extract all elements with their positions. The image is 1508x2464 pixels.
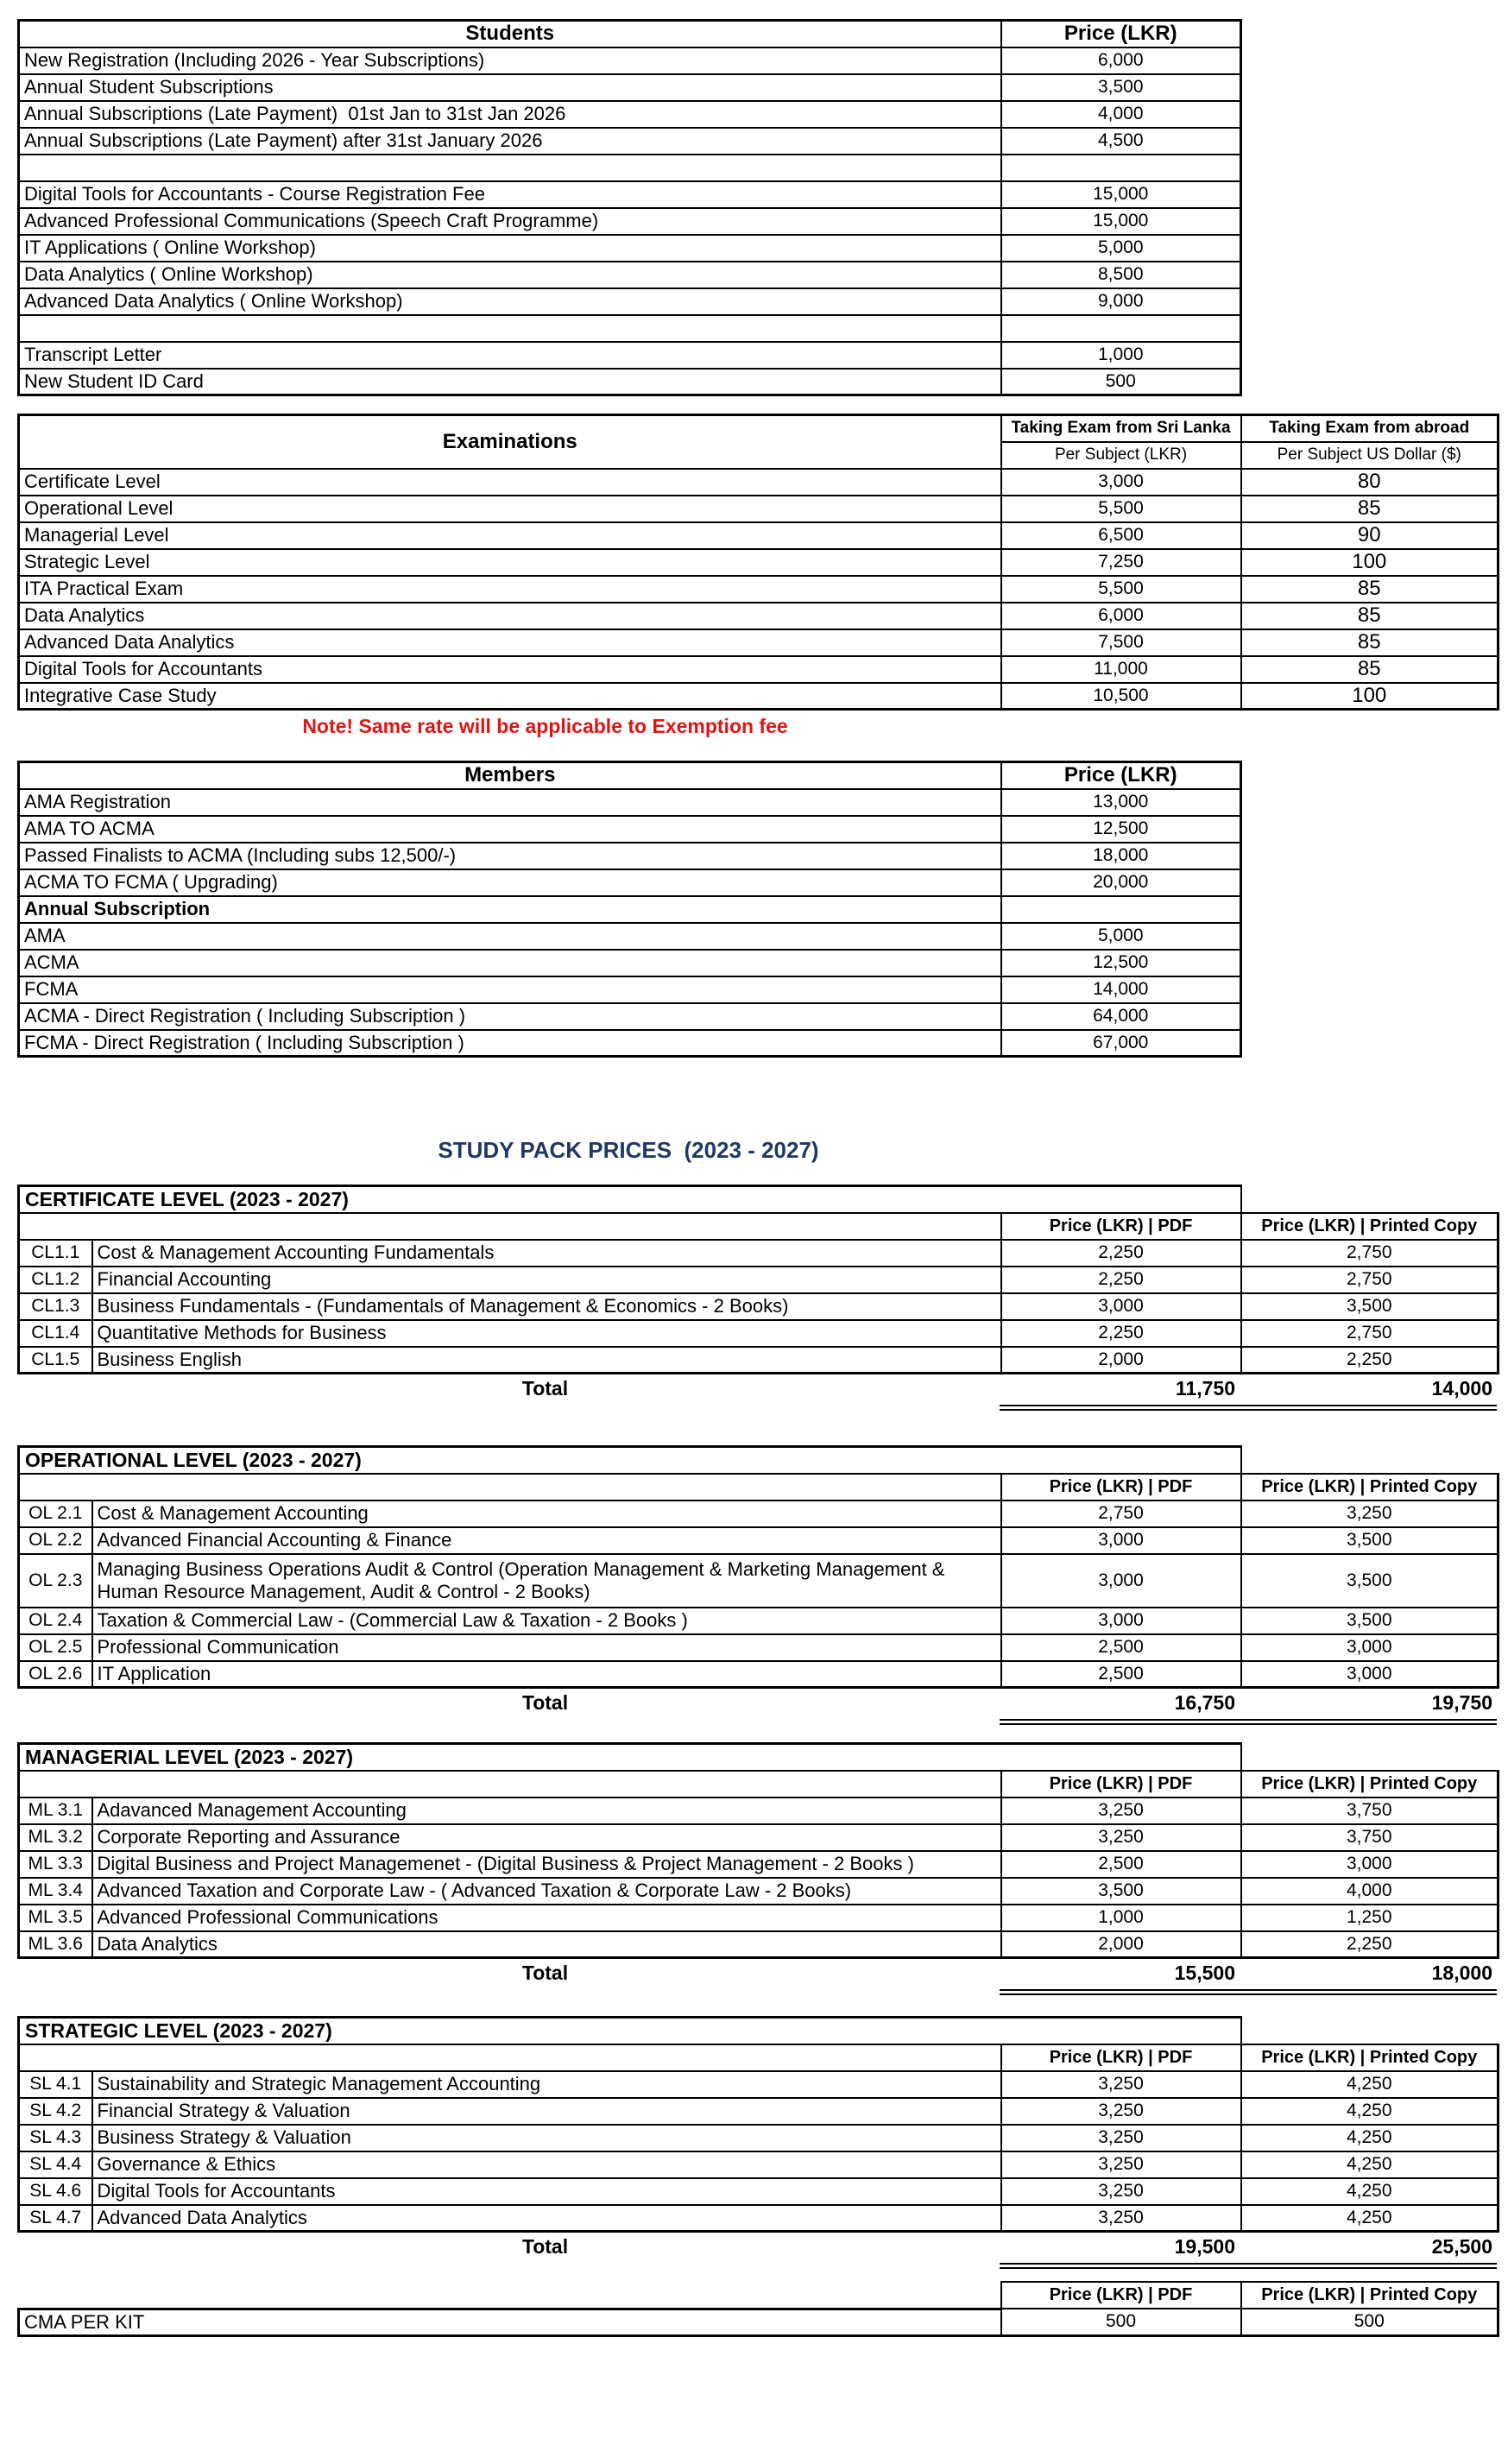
subject-label-cell: Advanced Taxation and Corporate Law - ( Advanced Taxation & Corporate Law - 2 Books) (92, 1878, 1001, 1905)
item-label-cell: Annual Student Subscriptions (19, 74, 1001, 101)
table-row (19, 816, 1241, 843)
total-printed-value: 14,000 (1431, 1377, 1492, 1399)
pdf-price-cell: 3,000 (1001, 1293, 1241, 1320)
subject-label-cell: Quantitative Methods for Business (92, 1320, 1001, 1347)
printed-price-cell: 3,500 (1241, 1608, 1499, 1634)
table-row (19, 496, 1499, 522)
table-row (19, 469, 1499, 496)
price-columns-header-row (19, 1213, 1499, 1240)
spacer-cell (1241, 1744, 1499, 1771)
printed-price-cell: 4,250 (1241, 2125, 1499, 2151)
lkr-price-cell: 6,500 (1001, 522, 1241, 549)
spacer-cell (1241, 1447, 1499, 1474)
blank-header-cell (19, 2044, 1001, 2071)
printed-price-header: Price (LKR) | Printed Copy (1241, 2282, 1499, 2309)
member-label-cell: FCMA (19, 976, 1001, 1003)
strategic-level-title: STRATEGIC LEVEL (2023 - 2027) (19, 2018, 1241, 2044)
usd-price-cell: 85 (1241, 576, 1499, 603)
usd-price-cell: 100 (1241, 549, 1499, 576)
subject-code-cell: ML 3.1 (19, 1797, 92, 1824)
subject-code-cell: CL1.3 (19, 1293, 92, 1320)
table-row (19, 976, 1241, 1003)
exam-label-cell: Data Analytics (19, 603, 1001, 629)
subject-code-cell: ML 3.5 (19, 1905, 92, 1931)
pdf-price-cell: 3,250 (1001, 1797, 1241, 1824)
price-cell: 18,000 (1001, 843, 1241, 869)
pdf-price-cell: 3,250 (1001, 2205, 1241, 2232)
member-label-cell: ACMA (19, 950, 1001, 976)
students-header-row (19, 21, 1241, 47)
members-price-header: Price (LKR) (1001, 762, 1241, 789)
price-cell: 13,000 (1001, 789, 1241, 816)
table-row (19, 603, 1499, 629)
subject-label-cell: Business English (92, 1347, 1001, 1374)
price-cell: 5,000 (1001, 235, 1241, 262)
item-label-cell: Digital Tools for Accountants - Course Registration Fee (19, 181, 1001, 208)
item-label-cell (19, 155, 1001, 181)
table-row (19, 1931, 1499, 1958)
level-title-row (19, 2018, 1499, 2044)
subject-label-cell: Advanced Professional Communications (92, 1905, 1001, 1931)
subject-code-cell: ML 3.4 (19, 1878, 92, 1905)
exam-label-cell: Advanced Data Analytics (19, 629, 1001, 656)
total-printed-value: 18,000 (1431, 1962, 1492, 1984)
item-label-cell: Annual Subscriptions (Late Payment) after 31st January 2026 (19, 128, 1001, 155)
price-columns-header-row (19, 1474, 1499, 1501)
level-title-row (19, 1186, 1499, 1213)
pdf-price-cell: 3,250 (1001, 2151, 1241, 2178)
table-row (19, 683, 1499, 710)
printed-price-cell: 4,000 (1241, 1878, 1499, 1905)
cma-per-kit-label: CMA PER KIT (19, 2309, 1001, 2335)
members-title: Members (19, 762, 1001, 789)
subject-code-cell: OL 2.3 (19, 1554, 92, 1608)
item-label-cell: New Registration (Including 2026 - Year Subscriptions) (19, 47, 1001, 74)
members-header-row (19, 762, 1241, 789)
price-columns-header-row (19, 2044, 1499, 2071)
price-cell: 14,000 (1001, 976, 1241, 1003)
subject-label-cell: Cost & Management Accounting Fundamentals (92, 1240, 1001, 1267)
subject-label-cell: IT Application (92, 1661, 1001, 1688)
price-cell: 8,500 (1001, 262, 1241, 288)
lkr-price-cell: 7,500 (1001, 629, 1241, 656)
price-cell: 15,000 (1001, 181, 1241, 208)
printed-price-cell: 3,750 (1241, 1797, 1499, 1824)
printed-price-cell: 3,500 (1241, 1293, 1499, 1320)
member-label-cell: AMA Registration (19, 789, 1001, 816)
item-label-cell: New Student ID Card (19, 369, 1001, 395)
pdf-price-header: Price (LKR) | PDF (1001, 2044, 1241, 2071)
subject-label-cell: Adavanced Management Accounting (92, 1797, 1001, 1824)
price-cell: 15,000 (1001, 208, 1241, 235)
annual-subscription-subheader: Annual Subscription (19, 896, 1001, 923)
total-double-rule (1000, 1719, 1497, 1725)
printed-price-cell: 3,500 (1241, 1527, 1499, 1554)
subject-code-cell: SL 4.4 (19, 2151, 92, 2178)
strategic-total-row (17, 2233, 1497, 2261)
printed-price-cell: 3,500 (1241, 1554, 1499, 1608)
usd-price-cell: 85 (1241, 496, 1499, 522)
managerial-level-table (17, 1742, 1499, 1959)
examinations-title: Examinations (19, 415, 1001, 469)
table-row (19, 1293, 1499, 1320)
table-row (19, 1634, 1499, 1661)
exemption-note: Note! Same rate will be applicable to Exemption fee (302, 715, 788, 737)
pdf-price-header: Price (LKR) | PDF (1001, 1474, 1241, 1501)
printed-price-header: Price (LKR) | Printed Copy (1241, 2044, 1499, 2071)
subject-code-cell: OL 2.6 (19, 1661, 92, 1688)
lkr-price-cell: 11,000 (1001, 656, 1241, 683)
exam-label-cell: ITA Practical Exam (19, 576, 1001, 603)
pdf-price-header: Price (LKR) | PDF (1001, 1771, 1241, 1797)
pdf-price-cell: 3,000 (1001, 1608, 1241, 1634)
pdf-price-header: Price (LKR) | PDF (1001, 2282, 1241, 2309)
operational-total-row (17, 1689, 1497, 1717)
subject-label-cell: Corporate Reporting and Assurance (92, 1824, 1001, 1851)
price-cell: 9,000 (1001, 288, 1241, 315)
spacer-cell (1241, 2018, 1499, 2044)
total-double-rule (1000, 2263, 1497, 2269)
member-label-cell: ACMA TO FCMA ( Upgrading) (19, 869, 1001, 896)
item-label-cell: IT Applications ( Online Workshop) (19, 235, 1001, 262)
printed-price-cell: 2,250 (1241, 1931, 1499, 1958)
exam-label-cell: Integrative Case Study (19, 683, 1001, 710)
usd-price-cell: 100 (1241, 683, 1499, 710)
price-cell: 1,000 (1001, 342, 1241, 369)
pdf-price-cell: 2,750 (1001, 1501, 1241, 1527)
price-cell: 12,500 (1001, 816, 1241, 843)
exam-header-row (19, 415, 1499, 442)
member-label-cell: ACMA - Direct Registration ( Including Subscription ) (19, 1003, 1001, 1030)
exam-label-cell: Certificate Level (19, 469, 1001, 496)
pdf-price-cell: 2,000 (1001, 1931, 1241, 1958)
exam-label-cell: Strategic Level (19, 549, 1001, 576)
total-label: Total (521, 1962, 569, 1984)
total-pdf-value: 19,500 (1174, 2235, 1235, 2258)
table-row (19, 1661, 1499, 1688)
member-label-cell: FCMA - Direct Registration ( Including Subscription ) (19, 1030, 1001, 1057)
printed-price-header: Price (LKR) | Printed Copy (1241, 1771, 1499, 1797)
printed-price-cell: 4,250 (1241, 2178, 1499, 2205)
price-cell: 20,000 (1001, 869, 1241, 896)
price-cell: 64,000 (1001, 1003, 1241, 1030)
exam-srilanka-header: Taking Exam from Sri Lanka (1001, 415, 1241, 442)
table-row (19, 342, 1241, 369)
printed-price-header: Price (LKR) | Printed Copy (1241, 1213, 1499, 1240)
operational-level-title: OPERATIONAL LEVEL (2023 - 2027) (19, 1447, 1241, 1474)
printed-price-cell: 4,250 (1241, 2098, 1499, 2125)
pdf-price-cell: 3,250 (1001, 2125, 1241, 2151)
table-row (19, 869, 1241, 896)
printed-price-cell: 3,000 (1241, 1851, 1499, 1878)
table-row (19, 1797, 1499, 1824)
printed-price-cell: 4,250 (1241, 2151, 1499, 2178)
table-row (19, 2071, 1499, 2098)
table-row (19, 656, 1499, 683)
price-columns-header-row (19, 2282, 1499, 2309)
subject-label-cell: Financial Accounting (92, 1267, 1001, 1293)
exam-abroad-header: Taking Exam from abroad (1241, 415, 1499, 442)
printed-price-cell: 4,250 (1241, 2205, 1499, 2232)
managerial-level-title: MANAGERIAL LEVEL (2023 - 2027) (19, 1744, 1241, 1771)
printed-price-cell: 2,750 (1241, 1267, 1499, 1293)
lkr-price-cell: 3,000 (1001, 469, 1241, 496)
subject-code-cell: OL 2.1 (19, 1501, 92, 1527)
printed-price-cell: 500 (1241, 2309, 1499, 2335)
spacer-cell (1241, 1186, 1499, 1213)
pdf-price-cell: 2,500 (1001, 1634, 1241, 1661)
lkr-price-cell: 6,000 (1001, 603, 1241, 629)
item-label-cell (19, 315, 1001, 342)
price-cell: 4,500 (1001, 128, 1241, 155)
table-row (19, 288, 1241, 315)
price-cell (1001, 315, 1241, 342)
subject-label-cell: Digital Business and Project Managemenet - (Digital Business & Project Management - 2 Books ) (92, 1851, 1001, 1878)
pdf-price-cell: 2,000 (1001, 1347, 1241, 1374)
operational-level-table (17, 1445, 1499, 1689)
empty-gap-row (19, 155, 1241, 181)
study-pack-heading: STUDY PACK PRICES (2023 - 2027) (438, 1137, 819, 1163)
table-row (19, 923, 1241, 950)
printed-price-cell: 1,250 (1241, 1905, 1499, 1931)
pdf-price-cell: 2,250 (1001, 1267, 1241, 1293)
subject-code-cell: ML 3.3 (19, 1851, 92, 1878)
students-price-header: Price (LKR) (1001, 21, 1241, 47)
subject-code-cell: SL 4.6 (19, 2178, 92, 2205)
total-pdf-value: 16,750 (1174, 1691, 1235, 1714)
subject-label-cell: Taxation & Commercial Law - (Commercial Law & Taxation - 2 Books ) (92, 1608, 1001, 1634)
level-title-row (19, 1744, 1499, 1771)
subject-label-cell: Digital Tools for Accountants (92, 2178, 1001, 2205)
table-row (19, 1851, 1499, 1878)
managerial-total-row (17, 1959, 1497, 1987)
total-pdf-value: 15,500 (1174, 1962, 1235, 1984)
pdf-price-cell: 3,000 (1001, 1527, 1241, 1554)
certificate-total-row (17, 1374, 1497, 1403)
pdf-price-cell: 2,250 (1001, 1320, 1241, 1347)
pdf-price-cell: 1,000 (1001, 1905, 1241, 1931)
cma-per-kit-table (17, 2281, 1499, 2337)
subject-label-cell: Managing Business Operations Audit & Control (Operation Management & Marketing Management & Human Resource Management, Audit & Control - 2 Books) (92, 1554, 1001, 1608)
subject-code-cell: CL1.1 (19, 1240, 92, 1267)
item-label-cell: Data Analytics ( Online Workshop) (19, 262, 1001, 288)
usd-price-cell: 85 (1241, 629, 1499, 656)
lkr-price-cell: 10,500 (1001, 683, 1241, 710)
strategic-level-table (17, 2016, 1499, 2233)
table-row (19, 1347, 1499, 1374)
exam-abroad-subheader: Per Subject US Dollar ($) (1241, 442, 1499, 469)
member-label-cell: AMA TO ACMA (19, 816, 1001, 843)
printed-price-cell: 4,250 (1241, 2071, 1499, 2098)
subject-code-cell: CL1.5 (19, 1347, 92, 1374)
printed-price-cell: 2,750 (1241, 1240, 1499, 1267)
table-row (19, 576, 1499, 603)
table-row (19, 208, 1241, 235)
subject-label-cell: Professional Communication (92, 1634, 1001, 1661)
subject-code-cell: SL 4.7 (19, 2205, 92, 2232)
table-row (19, 235, 1241, 262)
pdf-price-cell: 3,250 (1001, 2098, 1241, 2125)
pdf-price-cell: 3,500 (1001, 1878, 1241, 1905)
table-row (19, 1240, 1499, 1267)
subject-label-cell: Governance & Ethics (92, 2151, 1001, 2178)
pdf-price-cell: 3,250 (1001, 1824, 1241, 1851)
subject-code-cell: CL1.4 (19, 1320, 92, 1347)
printed-price-cell: 3,000 (1241, 1634, 1499, 1661)
table-row (19, 522, 1499, 549)
table-row (19, 1003, 1241, 1030)
table-row (19, 2309, 1499, 2335)
subsection-header-row (19, 896, 1241, 923)
blank-header-cell (19, 1213, 1001, 1240)
subject-label-cell: Advanced Data Analytics (92, 2205, 1001, 2232)
table-row (19, 2205, 1499, 2232)
usd-price-cell: 85 (1241, 656, 1499, 683)
lkr-price-cell: 5,500 (1001, 576, 1241, 603)
item-label-cell: Transcript Letter (19, 342, 1001, 369)
member-label-cell: AMA (19, 923, 1001, 950)
table-row (19, 1608, 1499, 1634)
total-double-rule (1000, 1989, 1497, 1995)
table-row (19, 128, 1241, 155)
pdf-price-cell: 2,250 (1001, 1240, 1241, 1267)
examinations-table (17, 414, 1499, 711)
students-title: Students (19, 21, 1001, 47)
table-row (19, 1905, 1499, 1931)
table-row (19, 1527, 1499, 1554)
subject-label-cell: Business Strategy & Valuation (92, 2125, 1001, 2151)
table-row (19, 369, 1241, 395)
table-row (19, 181, 1241, 208)
total-label: Total (521, 2235, 569, 2258)
table-row (19, 2098, 1499, 2125)
students-table (17, 19, 1242, 396)
total-double-rule (1000, 1405, 1497, 1411)
level-title-row (19, 1447, 1499, 1474)
usd-price-cell: 85 (1241, 603, 1499, 629)
printed-price-cell: 3,750 (1241, 1824, 1499, 1851)
table-row (19, 2178, 1499, 2205)
table-row (19, 1501, 1499, 1527)
table-row (19, 1267, 1499, 1293)
subject-label-cell: Advanced Financial Accounting & Finance (92, 1527, 1001, 1554)
price-cell: 500 (1001, 369, 1241, 395)
usd-price-cell: 90 (1241, 522, 1499, 549)
printed-price-header: Price (LKR) | Printed Copy (1241, 1474, 1499, 1501)
exam-label-cell: Operational Level (19, 496, 1001, 522)
printed-price-cell: 3,000 (1241, 1661, 1499, 1688)
table-row (19, 629, 1499, 656)
pdf-price-cell: 500 (1001, 2309, 1241, 2335)
table-row (19, 843, 1241, 869)
table-row (19, 789, 1241, 816)
item-label-cell: Advanced Professional Communications (Speech Craft Programme) (19, 208, 1001, 235)
table-row (19, 262, 1241, 288)
subject-label-cell: Cost & Management Accounting (92, 1501, 1001, 1527)
table-row (19, 47, 1241, 74)
subject-code-cell: SL 4.3 (19, 2125, 92, 2151)
price-cell: 12,500 (1001, 950, 1241, 976)
pdf-price-cell: 2,500 (1001, 1851, 1241, 1878)
subject-label-cell: Data Analytics (92, 1931, 1001, 1958)
table-row (19, 950, 1241, 976)
price-cell (1001, 896, 1241, 923)
pdf-price-cell: 3,250 (1001, 2071, 1241, 2098)
table-row (19, 2151, 1499, 2178)
table-row (19, 1554, 1499, 1608)
table-row (19, 549, 1499, 576)
printed-price-cell: 2,750 (1241, 1320, 1499, 1347)
total-pdf-value: 11,750 (1175, 1377, 1235, 1399)
table-row (19, 2125, 1499, 2151)
subject-code-cell: OL 2.4 (19, 1608, 92, 1634)
subject-label-cell: Sustainability and Strategic Management Accounting (92, 2071, 1001, 2098)
subject-code-cell: SL 4.1 (19, 2071, 92, 2098)
item-label-cell: Annual Subscriptions (Late Payment) 01st Jan to 31st Jan 2026 (19, 101, 1001, 128)
usd-price-cell: 80 (1241, 469, 1499, 496)
price-cell: 67,000 (1001, 1030, 1241, 1057)
exam-srilanka-subheader: Per Subject (LKR) (1001, 442, 1241, 469)
subject-code-cell: CL1.2 (19, 1267, 92, 1293)
table-row (19, 1824, 1499, 1851)
price-cell: 6,000 (1001, 47, 1241, 74)
table-row (19, 101, 1241, 128)
exam-label-cell: Managerial Level (19, 522, 1001, 549)
pdf-price-header: Price (LKR) | PDF (1001, 1213, 1241, 1240)
subject-label-cell: Business Fundamentals - (Fundamentals of Management & Economics - 2 Books) (92, 1293, 1001, 1320)
subject-code-cell: ML 3.2 (19, 1824, 92, 1851)
lkr-price-cell: 5,500 (1001, 496, 1241, 522)
table-row (19, 1320, 1499, 1347)
subject-code-cell: OL 2.2 (19, 1527, 92, 1554)
lkr-price-cell: 7,250 (1001, 549, 1241, 576)
price-cell: 5,000 (1001, 923, 1241, 950)
certificate-level-table (17, 1185, 1499, 1374)
empty-gap-row (19, 315, 1241, 342)
subject-label-cell: Financial Strategy & Valuation (92, 2098, 1001, 2125)
member-label-cell: Passed Finalists to ACMA (Including subs 12,500/-) (19, 843, 1001, 869)
pdf-price-cell: 3,250 (1001, 2178, 1241, 2205)
price-cell (1001, 155, 1241, 181)
subject-code-cell: SL 4.2 (19, 2098, 92, 2125)
price-columns-header-row (19, 1771, 1499, 1797)
blank-header-cell (19, 1474, 1001, 1501)
total-label: Total (521, 1691, 569, 1714)
certificate-level-title: CERTIFICATE LEVEL (2023 - 2027) (19, 1186, 1241, 1213)
total-label: Total (521, 1377, 569, 1399)
printed-price-cell: 2,250 (1241, 1347, 1499, 1374)
table-row (19, 74, 1241, 101)
members-table (17, 761, 1242, 1058)
price-cell: 3,500 (1001, 74, 1241, 101)
subject-code-cell: ML 3.6 (19, 1931, 92, 1958)
table-row (19, 1030, 1241, 1057)
subject-code-cell: OL 2.5 (19, 1634, 92, 1661)
exam-label-cell: Digital Tools for Accountants (19, 656, 1001, 683)
pdf-price-cell: 3,000 (1001, 1554, 1241, 1608)
item-label-cell: Advanced Data Analytics ( Online Workshop) (19, 288, 1001, 315)
price-cell: 4,000 (1001, 101, 1241, 128)
table-row (19, 1878, 1499, 1905)
pdf-price-cell: 2,500 (1001, 1661, 1241, 1688)
total-printed-value: 25,500 (1431, 2235, 1492, 2258)
spacer-cell (19, 2282, 1001, 2309)
total-printed-value: 19,750 (1431, 1691, 1492, 1714)
blank-header-cell (19, 1771, 1001, 1797)
printed-price-cell: 3,250 (1241, 1501, 1499, 1527)
